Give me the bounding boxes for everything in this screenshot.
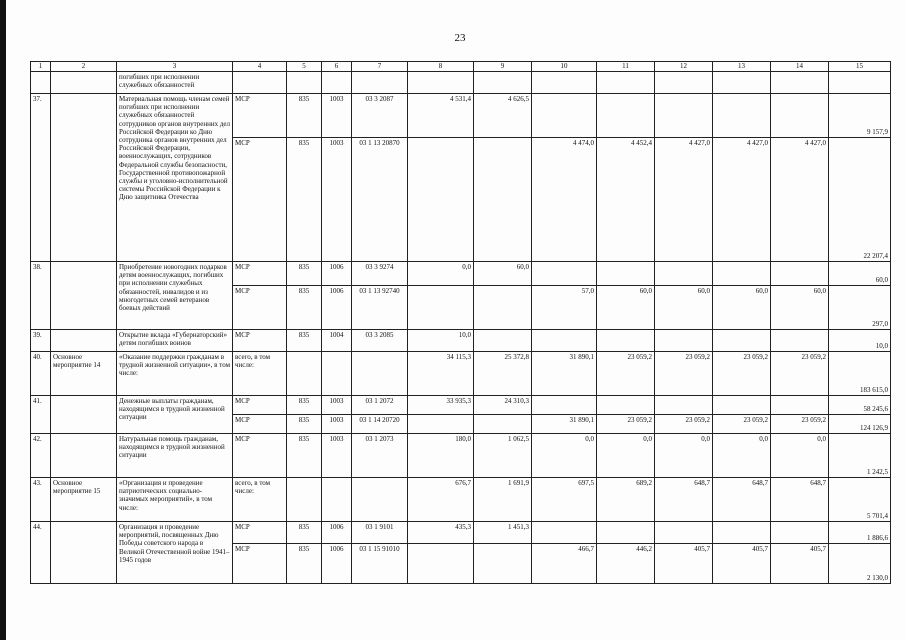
column-header: 10 xyxy=(532,62,597,72)
page-number: 23 xyxy=(454,32,466,44)
amount-11: 446,2 xyxy=(597,544,655,584)
ministry-code: 835 xyxy=(287,415,322,434)
column-header: 12 xyxy=(655,62,713,72)
amount-12 xyxy=(655,262,713,286)
section-code xyxy=(322,478,352,522)
amount-8 xyxy=(408,138,474,262)
target-article-code xyxy=(352,478,408,522)
amount-11 xyxy=(597,522,655,544)
amount-13 xyxy=(713,522,771,544)
section-code: 1006 xyxy=(322,544,352,584)
target-article-code: 03 1 13 20870 xyxy=(352,138,408,262)
ministry-code: 835 xyxy=(287,396,322,415)
amount-11 xyxy=(597,330,655,352)
amount-14 xyxy=(771,262,829,286)
amount-12 xyxy=(655,94,713,138)
main-activity xyxy=(51,262,117,330)
amount-11 xyxy=(597,72,655,94)
amount-11: 60,0 xyxy=(597,286,655,330)
amount-12: 60,0 xyxy=(655,286,713,330)
amount-10: 4 474,0 xyxy=(532,138,597,262)
executor: всего, в том числе: xyxy=(233,352,287,396)
amount-total: 10,0 xyxy=(829,330,891,352)
amount-8: 10,0 xyxy=(408,330,474,352)
amount-13: 60,0 xyxy=(713,286,771,330)
amount-9 xyxy=(474,415,532,434)
amount-9: 1 062,5 xyxy=(474,434,532,478)
column-header: 9 xyxy=(474,62,532,72)
amount-13 xyxy=(713,330,771,352)
amount-13: 4 427,0 xyxy=(713,138,771,262)
section-code: 1003 xyxy=(322,415,352,434)
amount-12 xyxy=(655,330,713,352)
activity-description: Материальная помощь членам семей погибших при исполнении служебных обязанностей сотрудников органов внутренних дел Российской Федерации ко Дню сотрудника органов внутренних дел Российской Федерации, военнослужащих, сотрудников Федеральной службы безопасности, Государственной противопожарной службы и уголовно-исполнительной системы Российской Федерации к Дню защитника Отечества xyxy=(117,94,233,262)
executor: МСР xyxy=(233,138,287,262)
ministry-code: 835 xyxy=(287,544,322,584)
ministry-code xyxy=(287,72,322,94)
amount-total: 60,0 xyxy=(829,262,891,286)
amount-total: 183 615,0 xyxy=(829,352,891,396)
column-header: 1 xyxy=(31,62,51,72)
program-table xyxy=(30,61,891,584)
amount-14: 4 427,0 xyxy=(771,138,829,262)
amount-total xyxy=(829,72,891,94)
amount-13: 23 059,2 xyxy=(713,352,771,396)
amount-8: 676,7 xyxy=(408,478,474,522)
amount-14: 60,0 xyxy=(771,286,829,330)
amount-9: 24 310,3 xyxy=(474,396,532,415)
amount-14: 23 059,2 xyxy=(771,415,829,434)
section-code: 1004 xyxy=(322,330,352,352)
amount-9: 60,0 xyxy=(474,262,532,286)
ministry-code: 835 xyxy=(287,138,322,262)
amount-total: 1 242,5 xyxy=(829,434,891,478)
activity-description: Открытие вклада «Губернаторский» детям погибших воинов xyxy=(117,330,233,352)
main-activity: Основное мероприятие 14 xyxy=(51,352,117,396)
section-code: 1006 xyxy=(322,286,352,330)
section-code: 1006 xyxy=(322,522,352,544)
activity-description: Приобретение новогодних подарков детям военнослужащих, погибших при исполнении служебных обязанностей, инвалидов и из многодетных семей ветеранов боевых действий xyxy=(117,262,233,330)
main-activity: Основное мероприятие 15 xyxy=(51,478,117,522)
amount-11 xyxy=(597,396,655,415)
amount-11: 689,2 xyxy=(597,478,655,522)
executor: МСР xyxy=(233,434,287,478)
column-header: 14 xyxy=(771,62,829,72)
amount-11: 0,0 xyxy=(597,434,655,478)
activity-description: Денежные выплаты гражданам, находящимся в трудной жизненной ситуации xyxy=(117,396,233,434)
table-row xyxy=(31,434,891,478)
amount-10 xyxy=(532,262,597,286)
column-header: 8 xyxy=(408,62,474,72)
amount-12 xyxy=(655,72,713,94)
amount-10 xyxy=(532,330,597,352)
column-header: 5 xyxy=(287,62,322,72)
amount-9 xyxy=(474,286,532,330)
amount-14: 648,7 xyxy=(771,478,829,522)
amount-11: 23 059,2 xyxy=(597,415,655,434)
amount-total: 9 157,9 xyxy=(829,94,891,138)
amount-8: 34 115,3 xyxy=(408,352,474,396)
ministry-code: 835 xyxy=(287,434,322,478)
ministry-code: 835 xyxy=(287,94,322,138)
amount-total: 2 130,0 xyxy=(829,544,891,584)
amount-10: 0,0 xyxy=(532,434,597,478)
amount-9 xyxy=(474,138,532,262)
target-article-code: 03 1 14 20720 xyxy=(352,415,408,434)
activity-description: Натуральная помощь гражданам, находящимся в трудной жизненной ситуации xyxy=(117,434,233,478)
amount-10: 466,7 xyxy=(532,544,597,584)
amount-12: 0,0 xyxy=(655,434,713,478)
amount-11 xyxy=(597,262,655,286)
amount-total: 124 126,9 xyxy=(829,415,891,434)
column-header: 11 xyxy=(597,62,655,72)
amount-12: 23 059,2 xyxy=(655,352,713,396)
activity-description: «Организация и проведение патриотических социально-значимых мероприятий», в том числе: xyxy=(117,478,233,522)
row-number: 43. xyxy=(31,478,51,522)
amount-10 xyxy=(532,72,597,94)
section-code: 1003 xyxy=(322,434,352,478)
ministry-code: 835 xyxy=(287,262,322,286)
executor: всего, в том числе: xyxy=(233,478,287,522)
executor: МСР xyxy=(233,262,287,286)
amount-14: 0,0 xyxy=(771,434,829,478)
table-row xyxy=(31,94,891,138)
row-number: 44. xyxy=(31,522,51,584)
activity-description: погибших при исполнении служебных обязанностей xyxy=(117,72,233,94)
amount-10 xyxy=(532,396,597,415)
row-number: 42. xyxy=(31,434,51,478)
amount-9: 25 372,8 xyxy=(474,352,532,396)
column-header: 15 xyxy=(829,62,891,72)
target-article-code: 03 1 13 92740 xyxy=(352,286,408,330)
ministry-code: 835 xyxy=(287,286,322,330)
target-article-code: 03 3 2087 xyxy=(352,94,408,138)
executor: МСР xyxy=(233,544,287,584)
amount-13: 23 059,2 xyxy=(713,415,771,434)
amount-13 xyxy=(713,262,771,286)
executor: МСР xyxy=(233,522,287,544)
amount-9 xyxy=(474,544,532,584)
target-article-code: 03 1 9101 xyxy=(352,522,408,544)
executor: МСР xyxy=(233,286,287,330)
column-header: 3 xyxy=(117,62,233,72)
amount-8: 33 935,3 xyxy=(408,396,474,415)
target-article-code: 03 1 2072 xyxy=(352,396,408,415)
amount-9: 1 451,3 xyxy=(474,522,532,544)
amount-13 xyxy=(713,396,771,415)
amount-total: 22 207,4 xyxy=(829,138,891,262)
header-row xyxy=(31,62,891,72)
amount-8 xyxy=(408,286,474,330)
column-header: 13 xyxy=(713,62,771,72)
amount-14 xyxy=(771,94,829,138)
table-row xyxy=(31,72,891,94)
target-article-code: 03 1 2073 xyxy=(352,434,408,478)
table-row xyxy=(31,330,891,352)
scan-edge xyxy=(0,0,6,640)
executor: МСР xyxy=(233,415,287,434)
section-code xyxy=(322,72,352,94)
amount-13 xyxy=(713,72,771,94)
main-activity xyxy=(51,434,117,478)
section-code: 1003 xyxy=(322,94,352,138)
activity-description: «Оказание поддержки гражданам в трудной жизненной ситуации», в том числе: xyxy=(117,352,233,396)
table-row xyxy=(31,478,891,522)
amount-14 xyxy=(771,72,829,94)
amount-10: 57,0 xyxy=(532,286,597,330)
amount-10 xyxy=(532,522,597,544)
target-article-code: 03 3 9274 xyxy=(352,262,408,286)
section-code: 1003 xyxy=(322,138,352,262)
executor: МСР xyxy=(233,396,287,415)
amount-11: 4 452,4 xyxy=(597,138,655,262)
amount-9 xyxy=(474,72,532,94)
target-article-code xyxy=(352,352,408,396)
ministry-code: 835 xyxy=(287,330,322,352)
amount-14: 23 059,2 xyxy=(771,352,829,396)
ministry-code: 835 xyxy=(287,522,322,544)
amount-8 xyxy=(408,415,474,434)
amount-8: 4 531,4 xyxy=(408,94,474,138)
amount-13: 0,0 xyxy=(713,434,771,478)
amount-12: 648,7 xyxy=(655,478,713,522)
amount-8: 180,0 xyxy=(408,434,474,478)
amount-8 xyxy=(408,72,474,94)
column-header: 2 xyxy=(51,62,117,72)
amount-14: 405,7 xyxy=(771,544,829,584)
executor xyxy=(233,72,287,94)
amount-9 xyxy=(474,330,532,352)
column-header: 7 xyxy=(352,62,408,72)
row-number: 37. xyxy=(31,94,51,262)
amount-total: 297,0 xyxy=(829,286,891,330)
row-number xyxy=(31,72,51,94)
amount-12 xyxy=(655,396,713,415)
amount-11: 23 059,2 xyxy=(597,352,655,396)
activity-description: Организация и проведение мероприятий, посвященных Дню Победы советского народа в Великой Отечественной войне 1941–1945 годов xyxy=(117,522,233,584)
table-row xyxy=(31,352,891,396)
amount-total: 1 886,6 xyxy=(829,522,891,544)
main-activity xyxy=(51,522,117,584)
amount-11 xyxy=(597,94,655,138)
section-code: 1003 xyxy=(322,396,352,415)
target-article-code: 03 3 2085 xyxy=(352,330,408,352)
amount-12: 4 427,0 xyxy=(655,138,713,262)
executor: МСР xyxy=(233,330,287,352)
amount-12: 405,7 xyxy=(655,544,713,584)
amount-8: 435,3 xyxy=(408,522,474,544)
main-activity xyxy=(51,72,117,94)
amount-9: 1 691,9 xyxy=(474,478,532,522)
main-activity xyxy=(51,396,117,434)
amount-12: 23 059,2 xyxy=(655,415,713,434)
column-header: 6 xyxy=(322,62,352,72)
amount-10: 31 890,1 xyxy=(532,415,597,434)
executor: МСР xyxy=(233,94,287,138)
ministry-code xyxy=(287,352,322,396)
amount-8: 0,0 xyxy=(408,262,474,286)
amount-10: 31 890,1 xyxy=(532,352,597,396)
table-row xyxy=(31,262,891,286)
section-code xyxy=(322,352,352,396)
amount-9: 4 626,5 xyxy=(474,94,532,138)
target-article-code: 03 1 15 91010 xyxy=(352,544,408,584)
column-header: 4 xyxy=(233,62,287,72)
amount-10 xyxy=(532,94,597,138)
amount-10: 697,5 xyxy=(532,478,597,522)
amount-13: 405,7 xyxy=(713,544,771,584)
main-activity xyxy=(51,94,117,262)
ministry-code xyxy=(287,478,322,522)
row-number: 40. xyxy=(31,352,51,396)
row-number: 39. xyxy=(31,330,51,352)
row-number: 41. xyxy=(31,396,51,434)
section-code: 1006 xyxy=(322,262,352,286)
amount-14 xyxy=(771,522,829,544)
amount-8 xyxy=(408,544,474,584)
target-article-code xyxy=(352,72,408,94)
amount-total: 58 245,6 xyxy=(829,396,891,415)
table-row xyxy=(31,396,891,415)
table-row xyxy=(31,522,891,544)
amount-13 xyxy=(713,94,771,138)
amount-14 xyxy=(771,396,829,415)
row-number: 38. xyxy=(31,262,51,330)
amount-12 xyxy=(655,522,713,544)
main-activity xyxy=(51,330,117,352)
amount-13: 648,7 xyxy=(713,478,771,522)
amount-14 xyxy=(771,330,829,352)
amount-total: 5 701,4 xyxy=(829,478,891,522)
